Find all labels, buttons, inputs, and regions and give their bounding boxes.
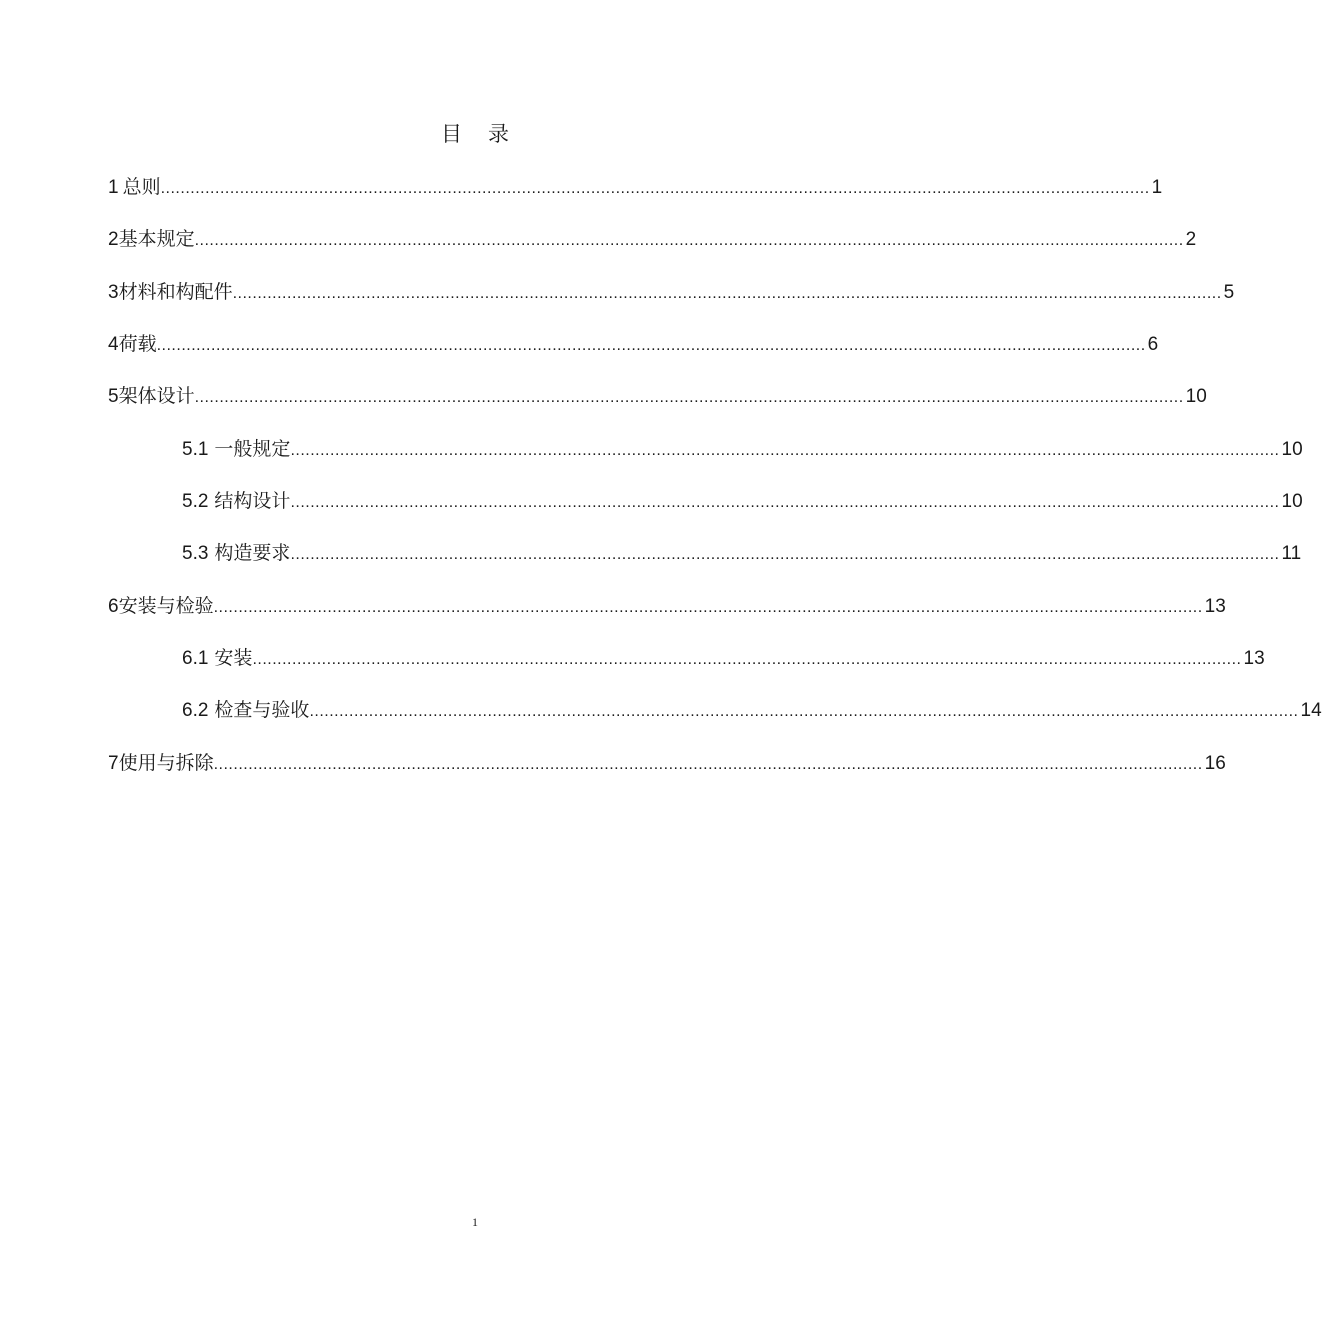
toc-leader-dots: ........................................................................................................................................................................................................ bbox=[213, 756, 1203, 773]
toc-entry-page: 10 bbox=[1185, 386, 1207, 407]
toc-entry-number: 6.1 bbox=[182, 648, 209, 669]
toc-entry-page: 5 bbox=[1223, 282, 1235, 303]
toc-entry-title: 检查与验收 bbox=[214, 699, 310, 721]
toc-entry-number: 5.2 bbox=[182, 491, 209, 512]
toc-entry-number: 6 bbox=[108, 596, 119, 617]
toc-entry-page: 2 bbox=[1185, 229, 1197, 250]
toc-entry-page: 14 bbox=[1300, 700, 1322, 721]
toc-entry-number: 5.1 bbox=[182, 439, 209, 460]
toc-entry-7[interactable] bbox=[108, 748, 1226, 778]
toc-entry-title: 一般规定 bbox=[214, 438, 291, 460]
toc-entry-title: 结构设计 bbox=[214, 490, 291, 512]
toc-leader-dots: ........................................................................................................................................................................................................ bbox=[194, 389, 1184, 406]
toc-entry-page: 1 bbox=[1151, 177, 1163, 198]
toc-entry-2[interactable] bbox=[108, 224, 1197, 254]
toc-entry-title: 使用与拆除 bbox=[118, 752, 214, 774]
toc-title bbox=[0, 118, 950, 148]
toc-leader-dots: ........................................................................................................................................................................................................ bbox=[290, 442, 1280, 459]
toc-entry-4[interactable] bbox=[108, 329, 1159, 359]
toc-entry-6-2[interactable] bbox=[182, 695, 1322, 725]
toc-entry-page: 13 bbox=[1204, 596, 1226, 617]
toc-entry-5-2[interactable] bbox=[182, 486, 1303, 516]
toc-leader-dots: ........................................................................................................................................................................................................ bbox=[309, 703, 1299, 720]
toc-entry-number: 3 bbox=[108, 282, 119, 303]
toc-entry-page: 6 bbox=[1147, 334, 1159, 355]
toc-entry-number: 6.2 bbox=[182, 700, 209, 721]
toc-entry-number: 7 bbox=[108, 753, 119, 774]
toc-leader-dots: ........................................................................................................................................................................................................ bbox=[213, 599, 1203, 616]
toc-leader-dots: ........................................................................................................................................................................................................ bbox=[290, 546, 1280, 563]
toc-entry-page: 13 bbox=[1243, 648, 1265, 669]
toc-entry-title: 安装与检验 bbox=[118, 595, 214, 617]
toc-entry-6[interactable] bbox=[108, 591, 1226, 621]
toc-entry-6-1[interactable] bbox=[182, 643, 1265, 673]
toc-entry-title: 架体设计 bbox=[118, 385, 195, 407]
toc-title-char-1: 目 bbox=[441, 122, 462, 146]
toc-entry-title: 基本规定 bbox=[118, 228, 195, 250]
toc-entry-number: 5 bbox=[108, 386, 119, 407]
toc-entry-5[interactable] bbox=[108, 381, 1207, 411]
toc-entry-title: 荷载 bbox=[118, 333, 157, 355]
page-footer-number: 1 bbox=[472, 1215, 478, 1229]
toc-entry-1[interactable] bbox=[108, 172, 1163, 202]
toc-entry-page: 16 bbox=[1204, 753, 1226, 774]
toc-entry-number: 1 bbox=[108, 177, 119, 198]
toc-leader-dots: ........................................................................................................................................................................................................ bbox=[160, 180, 1150, 197]
toc-entry-title: 材料和构配件 bbox=[118, 281, 233, 303]
toc-entry-number: 2 bbox=[108, 229, 119, 250]
toc-leader-dots: ........................................................................................................................................................................................................ bbox=[290, 494, 1280, 511]
toc-entry-5-3[interactable] bbox=[182, 538, 1302, 568]
toc-entry-page: 10 bbox=[1281, 439, 1303, 460]
toc-leader-dots: ........................................................................................................................................................................................................ bbox=[156, 337, 1146, 354]
toc-leader-dots: ........................................................................................................................................................................................................ bbox=[194, 232, 1184, 249]
toc-entry-title: 安装 bbox=[214, 647, 253, 669]
toc-entry-5-1[interactable] bbox=[182, 434, 1303, 464]
toc-entry-title: 构造要求 bbox=[214, 542, 291, 564]
toc-leader-dots: ........................................................................................................................................................................................................ bbox=[232, 285, 1222, 302]
toc-leader-dots: ........................................................................................................................................................................................................ bbox=[252, 651, 1242, 668]
toc-entry-title: 总则 bbox=[122, 176, 161, 198]
toc-entry-page: 10 bbox=[1281, 491, 1303, 512]
toc-entry-3[interactable] bbox=[108, 277, 1235, 307]
toc-entry-number: 5.3 bbox=[182, 543, 209, 564]
toc-title-char-2: 录 bbox=[488, 122, 509, 146]
toc-entry-page: 11 bbox=[1281, 543, 1302, 564]
toc-entry-number: 4 bbox=[108, 334, 119, 355]
